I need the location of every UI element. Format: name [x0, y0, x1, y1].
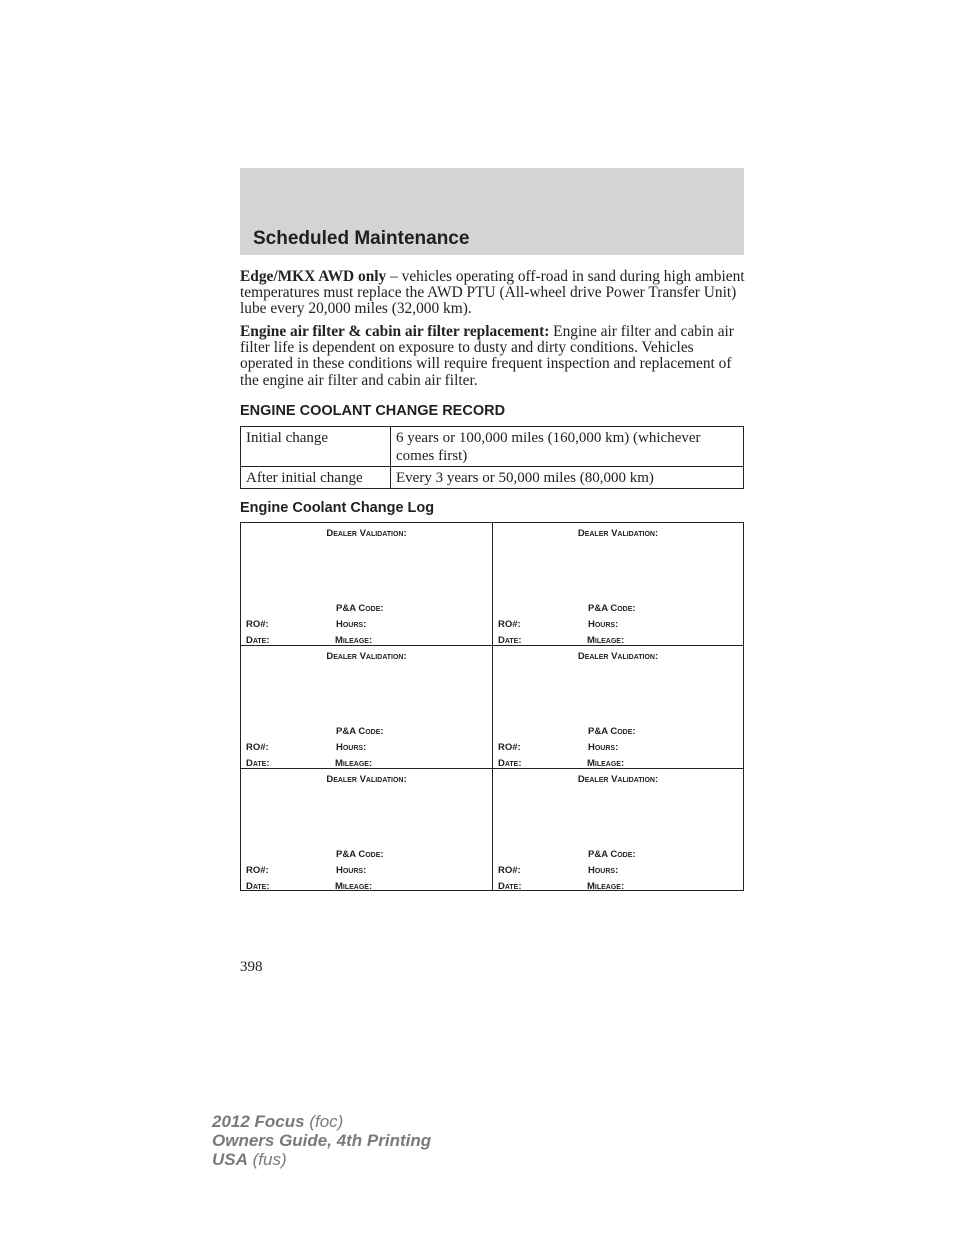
pa-code-label: P&A Code: — [336, 848, 384, 860]
pa-code-label: P&A Code: — [588, 726, 636, 738]
coolant-record-heading: ENGINE COOLANT CHANGE RECORD — [240, 403, 506, 419]
coolant-change-log-grid — [240, 522, 744, 891]
log-entry-cell — [241, 645, 492, 770]
coolant-log-heading: Engine Coolant Change Log — [240, 500, 435, 516]
page-number: 398 — [240, 959, 263, 975]
hours-label: Hours: — [336, 619, 367, 630]
hours-label: Hours: — [336, 864, 367, 876]
ro-label: RO#: — [498, 742, 521, 754]
pa-code-label: P&A Code: — [588, 848, 636, 860]
ro-label: RO#: — [498, 864, 521, 876]
date-label: Date: — [498, 758, 522, 770]
pa-code-label: P&A Code: — [336, 726, 384, 738]
dealer-validation-label: Dealer Validation: — [326, 528, 407, 539]
ro-label: RO#: — [246, 619, 269, 630]
date-label: Date: — [498, 635, 522, 646]
log-entry-cell — [492, 768, 743, 890]
mileage-label: Mileage: — [335, 880, 373, 892]
dealer-validation-label: Dealer Validation: — [326, 773, 407, 785]
log-entry-cell — [492, 523, 743, 645]
record-label: After initial change — [241, 467, 391, 489]
coolant-record-table — [240, 426, 744, 489]
awd-paragraph-lead: Edge/MKX AWD only — [240, 268, 387, 285]
log-entry-cell — [241, 768, 492, 890]
date-label: Date: — [246, 758, 270, 770]
footer-model: 2012 Focus — [212, 1112, 305, 1131]
pa-code-label: P&A Code: — [336, 603, 384, 614]
dealer-validation-label: Dealer Validation: — [326, 651, 407, 663]
hours-label: Hours: — [588, 742, 619, 754]
ro-label: RO#: — [246, 742, 269, 754]
footer-region: USA — [212, 1150, 248, 1169]
dealer-validation-label: Dealer Validation: — [577, 651, 659, 663]
mileage-label: Mileage: — [587, 880, 625, 892]
footer-guide: Owners Guide, 4th Printing — [212, 1131, 432, 1150]
record-value: Every 3 years or 50,000 miles (80,000 km) — [391, 467, 744, 489]
log-entry-cell — [492, 645, 743, 770]
dealer-validation-label: Dealer Validation: — [577, 773, 659, 785]
date-label: Date: — [246, 635, 270, 646]
date-label: Date: — [246, 880, 270, 892]
pa-code-label: P&A Code: — [588, 603, 636, 614]
mileage-label: Mileage: — [335, 635, 373, 646]
record-value: 6 years or 100,000 miles (160,000 km) (whichever comes first) — [391, 427, 744, 467]
log-entry-cell — [241, 523, 492, 645]
air-filter-paragraph-text: Engine air filter and cabin air filter life is dependent on exposure to dusty and dirty conditions. Vehicles operated in these conditions will require frequent inspection and replacement of the engine air filter and cabin air filter. — [240, 323, 734, 389]
awd-paragraph-text: – vehicles operating off-road in sand during high ambient temperatures must replace the AWD PTU (All-wheel drive Power Transfer Unit) lube every 20,000 miles (32,000 km). — [240, 268, 745, 318]
ro-label: RO#: — [498, 619, 521, 630]
mileage-label: Mileage: — [335, 758, 373, 770]
date-label: Date: — [498, 880, 522, 892]
air-filter-paragraph — [240, 324, 746, 389]
section-title: Scheduled Maintenance — [253, 228, 470, 249]
mileage-label: Mileage: — [587, 635, 625, 646]
hours-label: Hours: — [336, 742, 367, 754]
air-filter-paragraph-lead: Engine air filter & cabin air filter replacement: — [240, 323, 550, 340]
record-label: Initial change — [241, 427, 391, 467]
hours-label: Hours: — [588, 864, 619, 876]
ro-label: RO#: — [246, 864, 269, 876]
table-row — [241, 427, 744, 467]
awd-paragraph — [240, 269, 746, 318]
table-row — [241, 467, 744, 489]
footer-region-code: (fus) — [247, 1150, 287, 1169]
footer-model-code: (foc) — [304, 1112, 344, 1131]
document-footer — [212, 1112, 431, 1169]
dealer-validation-label: Dealer Validation: — [577, 528, 659, 539]
hours-label: Hours: — [588, 619, 619, 630]
mileage-label: Mileage: — [587, 758, 625, 770]
